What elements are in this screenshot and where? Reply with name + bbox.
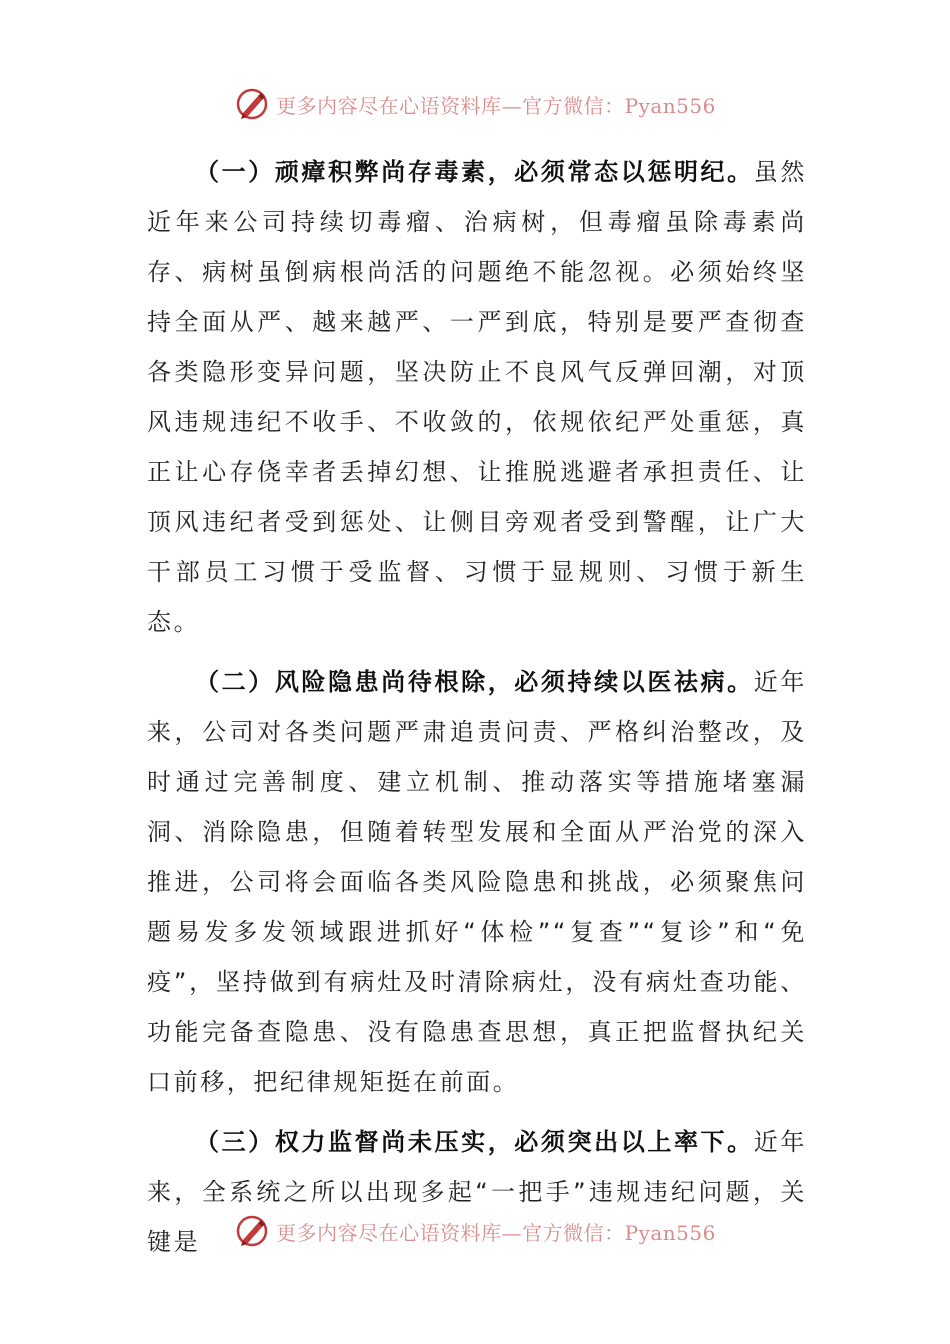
paragraph-heading: （一）顽瘴积弊尚存毒素，必须常态以惩明纪。 xyxy=(195,158,754,186)
paragraph-2 xyxy=(147,657,807,1107)
article-body xyxy=(147,147,807,1277)
watermark-footer xyxy=(0,1211,950,1251)
pen-circle-logo-icon xyxy=(234,1213,270,1249)
pen-circle-logo-icon xyxy=(234,86,270,122)
watermark-header xyxy=(0,84,950,124)
paragraph-text: 近年来，公司对各类问题严肃追责问责、严格纠治整改，及时通过完善制度、建立机制、推动落实等措施堵塞漏洞、消除隐患，但随着转型发展和全面从严治党的深入推进，公司将会面临各类风险隐患和挑战，必须聚焦问题易发多发领域跟进抓好“体检”“复查”“复诊”和“免疫”，坚持做到有病灶及时清除病灶，没有病灶查功能、功能完备查隐患、没有隐患查思想，真正把监督执纪关口前移，把纪律规矩挺在前面。 xyxy=(147,668,807,1096)
paragraph-1 xyxy=(147,147,807,647)
watermark-text: 更多内容尽在心语资料库—官方微信：Pyan556 xyxy=(276,93,716,118)
watermark-text: 更多内容尽在心语资料库—官方微信：Pyan556 xyxy=(276,1220,716,1245)
paragraph-text: 近年来，全系统之所以出现多起“一把手”违规违纪问题，关键是 xyxy=(147,1128,807,1256)
paragraph-heading: （二）风险隐患尚待根除，必须持续以医祛病。 xyxy=(195,668,754,696)
paragraph-heading: （三）权力监督尚未压实，必须突出以上率下。 xyxy=(195,1128,754,1156)
paragraph-text: 虽然近年来公司持续切毒瘤、治病树，但毒瘤虽除毒素尚存、病树虽倒病根尚活的问题绝不能忽视。必须始终坚持全面从严、越来越严、一严到底，特别是要严查彻查各类隐形变异问题，坚决防止不良风气反弹回潮，对顶风违规违纪不收手、不收敛的，依规依纪严处重惩，真正让心存侥幸者丢掉幻想、让推脱逃避者承担责任、让顶风违纪者受到惩处、让侧目旁观者受到警醒，让广大干部员工习惯于受监督、习惯于显规则、习惯于新生态。 xyxy=(147,158,807,636)
